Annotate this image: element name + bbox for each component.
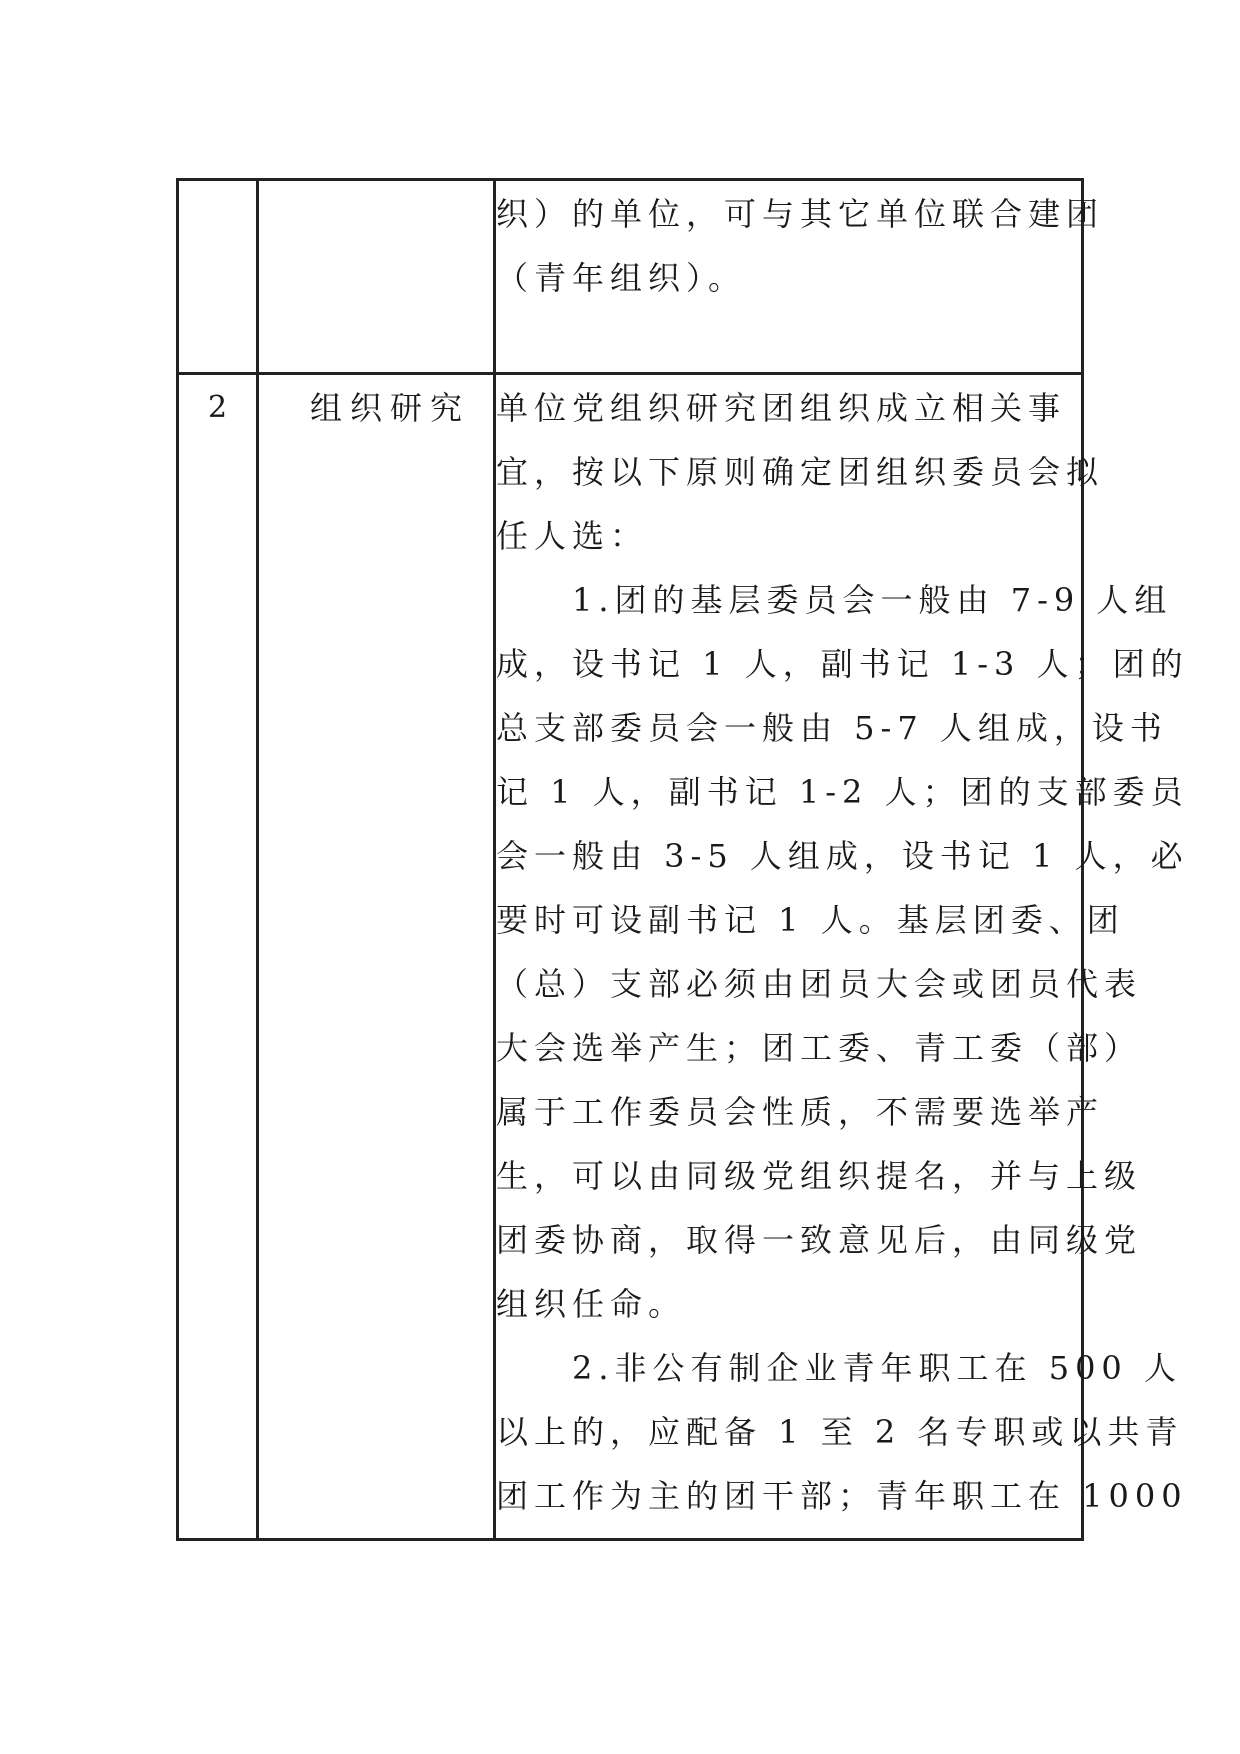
content-line: 成，设书记 1 人，副书记 1-3 人；团的: [496, 645, 1189, 683]
content-line: 1.团的基层委员会一般由 7-9 人组: [496, 581, 1173, 619]
table-left-border: [176, 178, 179, 1541]
content-line: 团委协商，取得一致意见后，由同级党: [496, 1221, 1143, 1259]
content-line: 任人选：: [496, 517, 649, 555]
content-line: 记 1 人，副书记 1-2 人；团的支部委员: [496, 773, 1189, 811]
column-divider-1: [256, 178, 259, 1541]
row-2-step-title: 组织研究: [310, 389, 471, 427]
content-line: 单位党组织研究团组织成立相关事: [496, 389, 1067, 427]
content-line: （青年组织）。: [496, 259, 747, 297]
content-line: 要时可设副书记 1 人。基层团委、团: [496, 901, 1125, 939]
content-line: 会一般由 3-5 人组成，设书记 1 人，必: [496, 837, 1189, 875]
content-line: （总）支部必须由团员大会或团员代表: [496, 965, 1143, 1003]
content-line: 团工作为主的团干部；青年职工在 1000: [496, 1477, 1188, 1515]
content-line: 织）的单位，可与其它单位联合建团: [496, 195, 1105, 233]
row-divider: [176, 372, 1084, 375]
content-line: 总支部委员会一般由 5-7 人组成，设书: [496, 709, 1168, 747]
content-line: 2.非公有制企业青年职工在 500 人: [496, 1349, 1182, 1387]
table-top-border: [176, 178, 1084, 181]
row-1-content: [496, 182, 1104, 310]
content-line: 大会选举产生；团工委、青工委（部）: [496, 1029, 1143, 1067]
row-2-number: 2: [208, 390, 228, 425]
content-line: 宜，按以下原则确定团组织委员会拟: [496, 453, 1105, 491]
content-line: 生，可以由同级党组织提名，并与上级: [496, 1157, 1143, 1195]
table-bottom-border: [176, 1538, 1084, 1541]
content-line: 组织任命。: [496, 1285, 687, 1323]
row-2-content: [496, 376, 1189, 1528]
content-line: 属于工作委员会性质，不需要选举产: [496, 1093, 1105, 1131]
content-line: 以上的，应配备 1 至 2 名专职或以共青: [496, 1413, 1184, 1451]
